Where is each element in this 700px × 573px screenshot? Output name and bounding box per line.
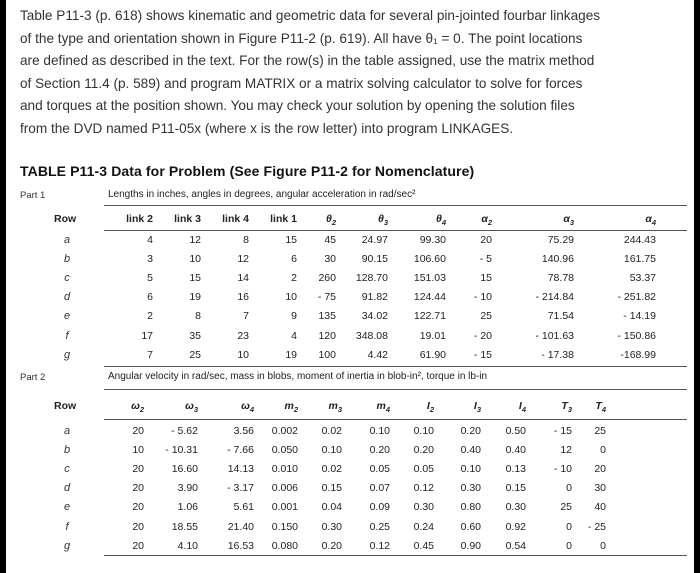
part2-cell: 0.50 [505, 425, 526, 437]
part1-header-link-2: link 2 [126, 213, 153, 225]
problem-line: are defined as described in the text. For the row(s) in the table assigned, use the matrix method [20, 53, 595, 69]
part2-cell: 0 [600, 444, 606, 457]
part2-cell: 20 [132, 482, 144, 495]
part1-row-label: f [65, 329, 69, 342]
part1-cell: 106.60 [413, 253, 446, 266]
part1-row-label: a [63, 234, 71, 246]
part1-cell: 20 [480, 234, 492, 246]
part1-cell: - 5 [479, 253, 492, 266]
part2-cell: 0.006 [271, 482, 298, 495]
part2-row-label: g [63, 539, 71, 552]
part1-cell: 4 [147, 234, 153, 246]
part1-cell: 35 [189, 329, 201, 342]
part2-label: Part 2 [20, 372, 46, 383]
part1-cell: - 251.82 [617, 291, 656, 304]
part2-cell: 0.001 [271, 501, 298, 514]
part2-cell: 20 [132, 501, 144, 514]
part2-cell: 40 [594, 501, 606, 514]
part2-cell: 0.10 [413, 425, 434, 437]
part2-cell: 0.02 [321, 425, 342, 437]
part2-cell: 0.050 [271, 444, 298, 457]
problem-line: and torques at the position shown. You may check your solution by opening the solution files [20, 98, 575, 114]
part2-row-label: b [63, 444, 71, 457]
part1-cell: 71.54 [547, 310, 574, 323]
part2-cell: 0.60 [460, 520, 481, 533]
part1-bottom-rule [104, 366, 687, 367]
part1-cell: 6 [291, 253, 297, 266]
part1-cell: 8 [243, 234, 249, 246]
part1-cell: 5 [147, 272, 153, 285]
part2-cell: 20 [132, 539, 144, 552]
part2-cell: 0.40 [505, 444, 526, 457]
part2-cell: 12 [560, 444, 572, 457]
part2-cell: 0 [566, 520, 572, 533]
part2-cell: 0.90 [460, 539, 481, 552]
part2-cell: 0.02 [321, 463, 342, 476]
part1-cell: 140.96 [541, 253, 574, 266]
part2-cell: 14.13 [227, 463, 254, 476]
part2-header-i2: $I_2$ [426, 400, 434, 415]
table-title: TABLE P11-3 Data for Problem (See Figure P11-2 for Nomenclature) [20, 163, 475, 179]
part1-cell: 4 [291, 329, 297, 342]
part1-cell: - 150.86 [617, 329, 656, 342]
part1-cell: 120 [318, 329, 336, 342]
part2-cell: 0.080 [271, 539, 298, 552]
part2-cell: - 7.66 [227, 444, 254, 457]
part1-cell: 15 [480, 272, 492, 285]
part2-cell: - 15 [553, 425, 572, 437]
part1-cell: 78.78 [547, 272, 574, 285]
part2-row-label: a [63, 425, 71, 437]
part1-cell: 348.08 [355, 329, 388, 342]
part2-header-i4: $I_4$ [518, 400, 526, 415]
part1-cell: 75.29 [547, 234, 574, 246]
part1-cell: 19 [285, 348, 297, 361]
part2-cell: - 5.62 [171, 425, 198, 437]
part2-cell: 0.10 [369, 425, 390, 437]
part2-cell: 0.92 [505, 520, 526, 533]
part1-cell: 90.15 [361, 253, 388, 266]
part1-cell: 124.44 [413, 291, 446, 304]
part1-header-rule [104, 230, 687, 231]
part2-cell: 20 [132, 520, 144, 533]
part1-cell: 17 [141, 329, 153, 342]
part1-cell: 61.90 [419, 348, 446, 361]
part2-header-m2: $m_2$ [284, 400, 298, 415]
part2-cell: 0.04 [321, 501, 342, 514]
part2-header-ω2: $\omega_2$ [131, 400, 144, 415]
part2-cell: 0.05 [413, 463, 434, 476]
problem-line: of the type and orientation shown in Figure P11-2 (p. 619). All have θ₁ = 0. The point locations [20, 30, 583, 46]
part2-cell: 0.150 [271, 520, 298, 533]
part1-cell: 2 [291, 272, 297, 285]
part1-cell: - 14.19 [623, 310, 656, 323]
part2-cell: 0 [566, 539, 572, 552]
part2-cell: 0.30 [460, 482, 481, 495]
part1-cell: - 20 [473, 329, 492, 342]
part2-cell: 0.20 [413, 444, 434, 457]
part1-cell: 6 [147, 291, 153, 304]
part2-header-ω4: $\omega_4$ [241, 400, 254, 415]
part2-cell: 25 [594, 425, 606, 437]
part1-top-rule [104, 205, 687, 206]
part2-cell: 16.53 [227, 539, 254, 552]
part2-cell: 0.13 [505, 463, 526, 476]
part2-cell: 0.30 [321, 520, 342, 533]
part1-row-label: e [63, 310, 71, 323]
part1-label: Part 1 [20, 190, 46, 201]
part2-cell: 0.25 [369, 520, 390, 533]
part1-cell: 135 [318, 310, 336, 323]
part1-cell: 25 [480, 310, 492, 323]
part2-cell: 25 [560, 501, 572, 514]
part1-cell: 122.71 [413, 310, 446, 323]
part1-cell: - 214.84 [535, 291, 574, 304]
part1-header-link-3: link 3 [174, 213, 201, 225]
part1-header-link-4: link 4 [222, 213, 249, 225]
part2-cell: - 10 [553, 463, 572, 476]
part2-cell: 0 [566, 482, 572, 495]
part1-cell: 2 [147, 310, 153, 323]
part1-row-label: c [64, 272, 70, 285]
part1-cell: 4.42 [367, 348, 388, 361]
part1-cell: 10 [285, 291, 297, 304]
problem-line: Table P11-3 (p. 618) shows kinematic and geometric data for several pin-jointed fourbar linkages [20, 8, 601, 23]
part2-cell: - 25 [587, 520, 606, 533]
part1-cell: 19 [189, 291, 201, 304]
part1-header-θ2: $\theta_2$ [325, 213, 336, 228]
part2-cell: 20 [132, 463, 144, 476]
part1-cell: 100 [318, 348, 336, 361]
part2-cell: 0.12 [413, 482, 434, 495]
part1-cell: 15 [285, 234, 297, 246]
part2-cell: 30 [594, 482, 606, 495]
part1-units: Lengths in inches, angles in degrees, angular acceleration in rad/sec² [108, 189, 416, 200]
part1-cell: 99.30 [419, 234, 446, 246]
part2-cell: 0.80 [460, 501, 481, 514]
part2-cell: 20 [594, 463, 606, 476]
part2-cell: 0.15 [321, 482, 342, 495]
part1-cell: 12 [189, 234, 201, 246]
part2-cell: 0.010 [271, 463, 298, 476]
part1-cell: 25 [189, 348, 201, 361]
part2-cell: 0.10 [321, 444, 342, 457]
part1-cell: 7 [243, 310, 249, 323]
part2-cell: 0.45 [413, 539, 434, 552]
part2-cell: 18.55 [171, 520, 198, 533]
part1-cell: 244.43 [623, 234, 656, 246]
part2-header-m3: $m_3$ [328, 400, 342, 415]
part2-cell: 0.30 [505, 501, 526, 514]
part2-cell: 0.20 [460, 425, 481, 437]
part1-header-α4: $\alpha_4$ [645, 213, 656, 228]
part2-cell: 5.61 [233, 501, 254, 514]
part1-header-link-1: link 1 [270, 213, 297, 225]
part2-cell: 0.10 [460, 463, 481, 476]
part2-top-rule [104, 389, 687, 390]
part2-header-m4: $m_4$ [376, 400, 390, 415]
part2-header-row: Row [54, 400, 77, 412]
part2-cell: 3.90 [177, 482, 198, 495]
part1-cell: 260 [318, 272, 336, 285]
part1-row-label: b [63, 253, 71, 266]
part2-cell: 20 [132, 425, 144, 437]
part1-cell: 12 [237, 253, 249, 266]
part1-header-α3: $\alpha_3$ [563, 213, 574, 228]
part2-cell: 0.09 [369, 501, 390, 514]
part1-cell: 3 [147, 253, 153, 266]
part2-cell: 0.30 [413, 501, 434, 514]
part1-header-θ3: $\theta_3$ [377, 213, 388, 228]
part2-cell: 10 [132, 444, 144, 457]
part1-cell: 45 [324, 234, 336, 246]
part1-cell: -168.99 [620, 348, 656, 361]
part1-cell: 161.75 [623, 253, 656, 266]
part2-header-rule [104, 419, 687, 420]
part2-row-label: e [63, 501, 71, 514]
part1-cell: 53.37 [629, 272, 656, 285]
part2-header-t3: $T_3$ [561, 400, 572, 415]
document-page [6, 0, 694, 573]
part2-cell: 16.60 [171, 463, 198, 476]
part2-cell: 0.20 [369, 444, 390, 457]
problem-line: from the DVD named P11-05x (where x is the row letter) into program LINKAGES. [20, 120, 514, 136]
part2-cell: 0.002 [271, 425, 298, 437]
part1-cell: 10 [237, 348, 249, 361]
part2-row-label: f [65, 520, 69, 533]
part2-cell: 3.56 [233, 425, 254, 437]
part2-bottom-rule [104, 555, 687, 556]
part2-cell: 0.12 [369, 539, 390, 552]
part1-cell: 34.02 [361, 310, 388, 323]
part2-header-t4: $T_4$ [595, 400, 606, 415]
part2-cell: 1.06 [177, 501, 198, 514]
part1-cell: 23 [237, 329, 249, 342]
part2-cell: - 3.17 [227, 482, 254, 495]
part2-cell: 0 [600, 539, 606, 552]
problem-line: of Section 11.4 (p. 589) and program MATRIX or a matrix solving calculator to solve for forces [20, 75, 583, 91]
problem-statement [20, 5, 686, 141]
part2-cell: 21.40 [227, 520, 254, 533]
part1-cell: - 15 [473, 348, 492, 361]
part2-cell: 0.40 [460, 444, 481, 457]
part1-cell: 16 [237, 291, 249, 304]
part2-units: Angular velocity in rad/sec, mass in blobs, moment of inertia in blob-in², torque in lb-in [108, 371, 488, 382]
part1-row-label: d [63, 291, 71, 304]
part1-cell: 9 [291, 310, 297, 323]
part2-cell: 0.24 [413, 520, 434, 533]
part1-cell: 128.70 [355, 272, 388, 285]
part2-cell: 0.54 [505, 539, 526, 552]
part1-cell: - 101.63 [535, 329, 574, 342]
part1-cell: 8 [195, 310, 201, 323]
part1-cell: 15 [189, 272, 201, 285]
part2-cell: 0.15 [505, 482, 526, 495]
part1-cell: 151.03 [413, 272, 446, 285]
part2-row-label: d [63, 482, 71, 495]
part1-cell: - 10 [473, 291, 492, 304]
part1-cell: 7 [147, 348, 153, 361]
part1-cell: - 17.38 [541, 348, 574, 361]
part1-cell: 91.82 [361, 291, 388, 304]
part1-cell: 10 [189, 253, 201, 266]
part2-cell: 0.05 [369, 463, 390, 476]
part1-cell: 19.01 [419, 329, 446, 342]
part1-cell: 30 [324, 253, 336, 266]
part1-header-θ4: $\theta_4$ [435, 213, 446, 228]
part2-header-i3: $I_3$ [473, 400, 481, 415]
part1-cell: 14 [237, 272, 249, 285]
part2-cell: 0.20 [321, 539, 342, 552]
part2-cell: 0.07 [369, 482, 390, 495]
part1-row-label: g [63, 348, 71, 361]
part1-cell: 24.97 [361, 234, 388, 246]
part1-header-α2: $\alpha_2$ [481, 213, 492, 228]
part2-row-label: c [64, 463, 70, 476]
part1-header-row: Row [54, 213, 77, 225]
part2-cell: - 10.31 [165, 444, 198, 457]
part2-header-ω3: $\omega_3$ [185, 400, 198, 415]
part1-cell: - 75 [317, 291, 336, 304]
part2-cell: 4.10 [177, 539, 198, 552]
